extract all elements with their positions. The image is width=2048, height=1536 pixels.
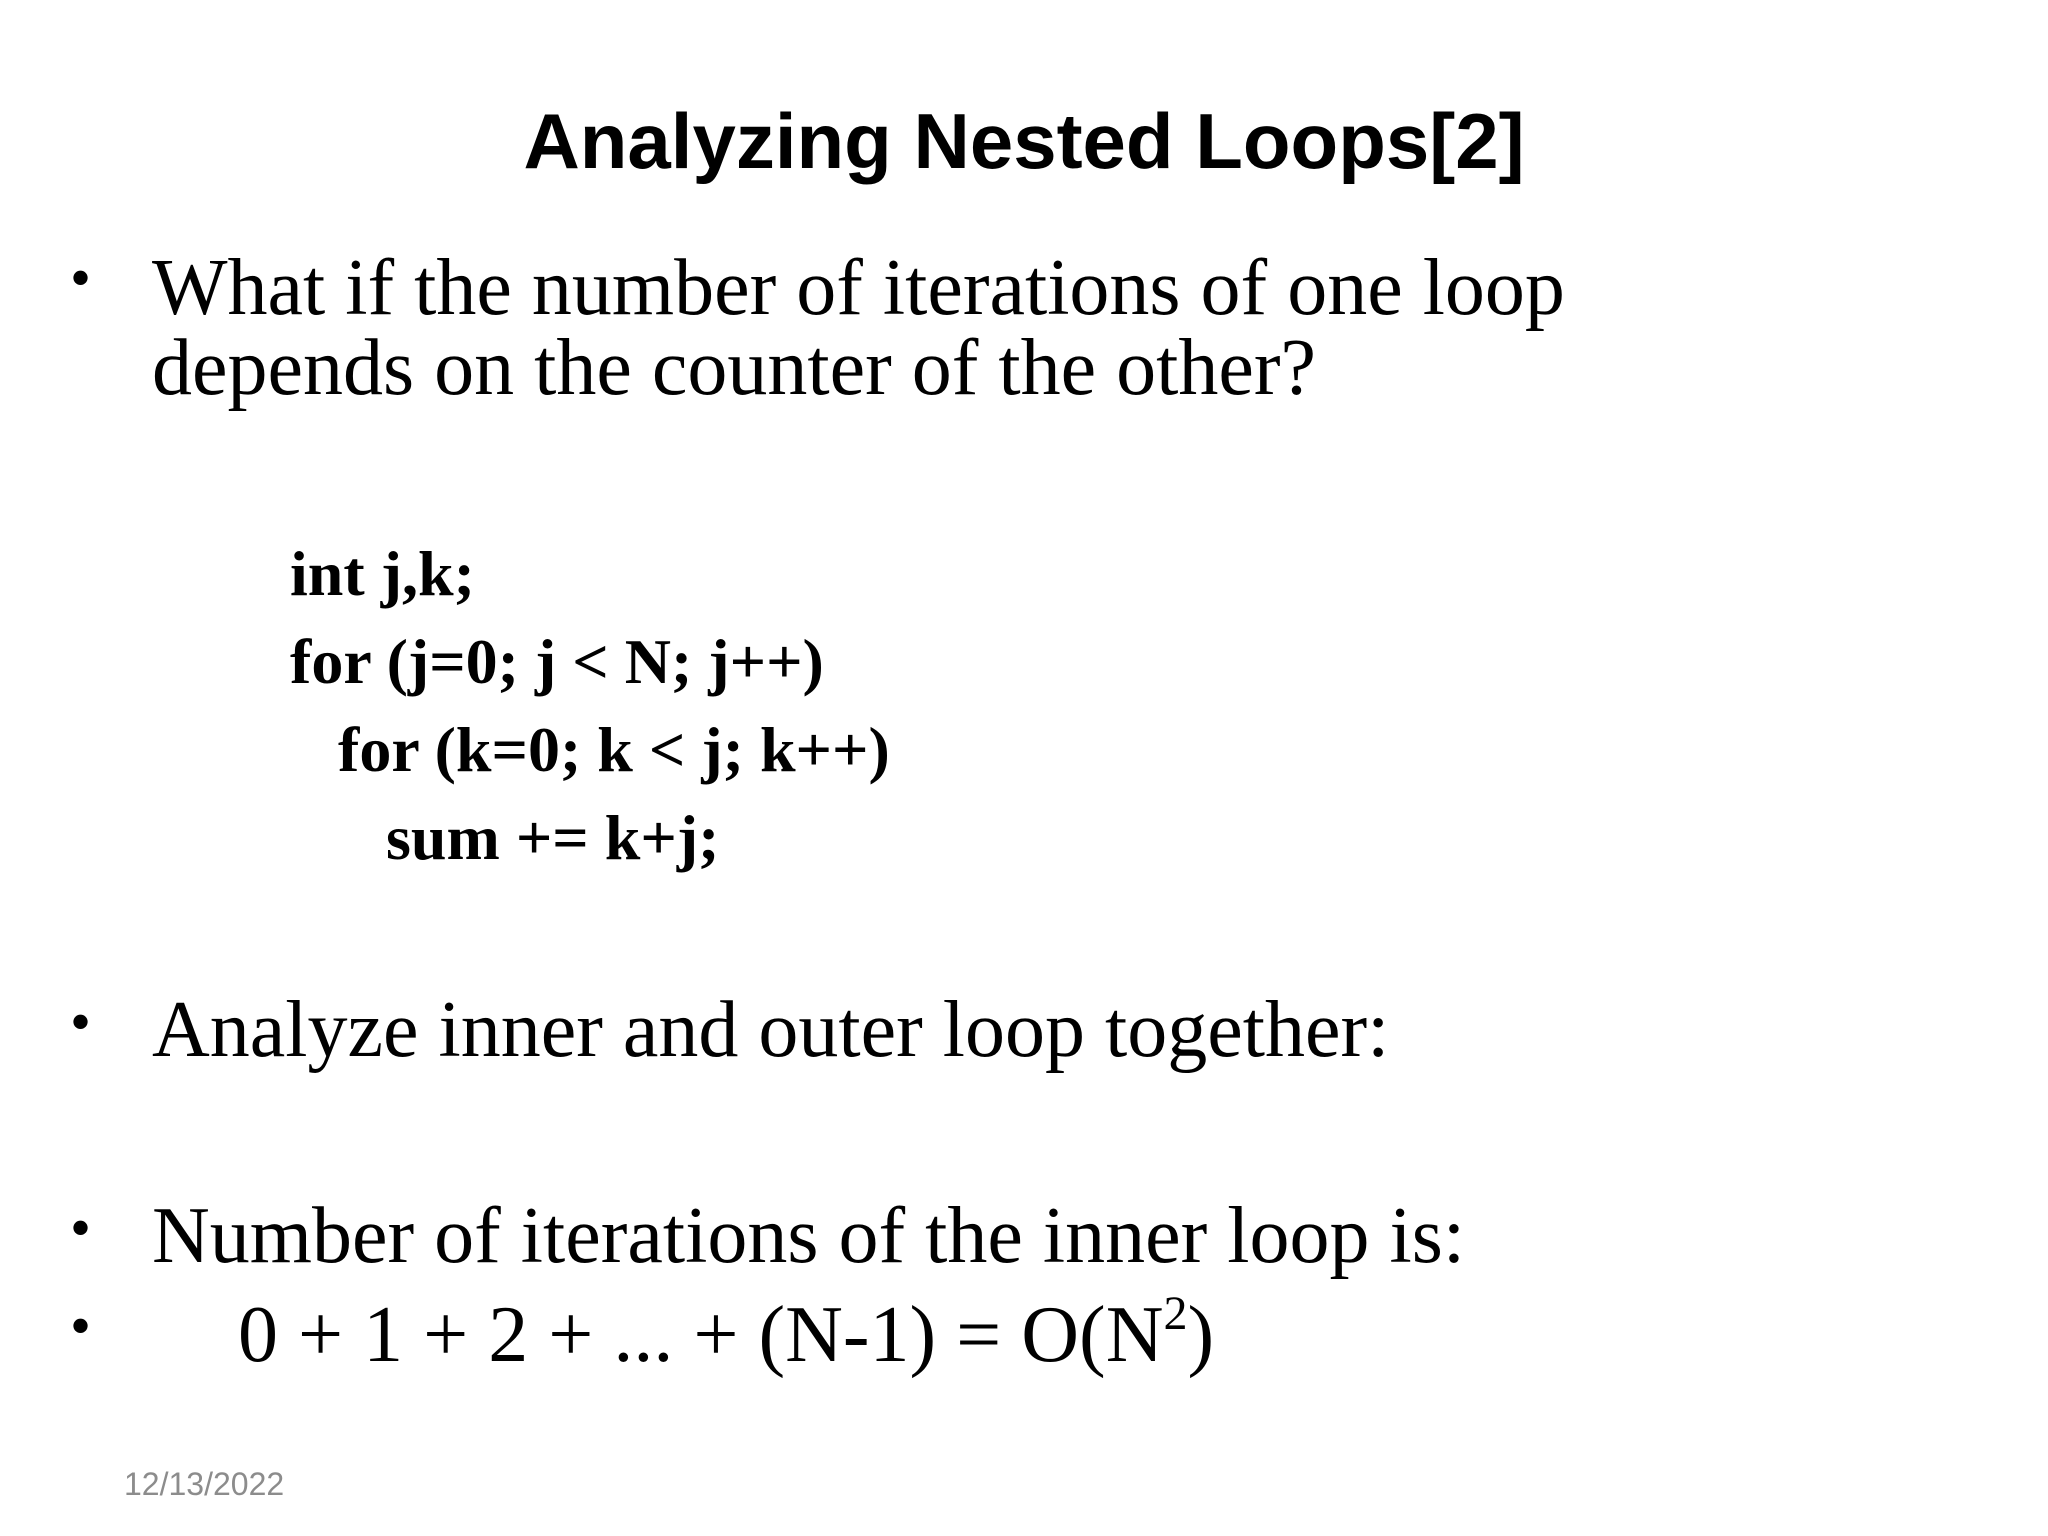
code-line-3: for (k=0; k < j; k++) bbox=[290, 714, 890, 785]
bullet-marker: • bbox=[70, 1293, 92, 1359]
bullet-marker: • bbox=[70, 245, 92, 311]
bullet-3: Number of iterations of the inner loop is: bbox=[152, 1192, 1466, 1280]
code-block bbox=[290, 530, 890, 882]
code-line-4: sum += k+j; bbox=[290, 802, 720, 873]
complexity-formula bbox=[238, 1287, 1215, 1380]
bullet-2: Analyze inner and outer loop together: bbox=[152, 986, 1390, 1074]
bullet-1-line-1: What if the number of iterations of one loop bbox=[152, 244, 1565, 332]
code-line-1: int j,k; bbox=[290, 538, 475, 609]
bullet-marker: • bbox=[70, 1195, 92, 1261]
formula-close: ) bbox=[1187, 1291, 1215, 1379]
formula-exponent: 2 bbox=[1163, 1287, 1188, 1340]
formula-base: 0 + 1 + 2 + ... + (N-1) = O(N bbox=[238, 1291, 1164, 1379]
slide-title: Analyzing Nested Loops[2] bbox=[523, 97, 1525, 185]
bullet-1-line-2: depends on the counter of the other? bbox=[152, 324, 1317, 412]
slide-date: 12/13/2022 bbox=[124, 1466, 285, 1502]
code-line-2: for (j=0; j < N; j++) bbox=[290, 626, 824, 697]
bullet-marker: • bbox=[70, 989, 92, 1055]
